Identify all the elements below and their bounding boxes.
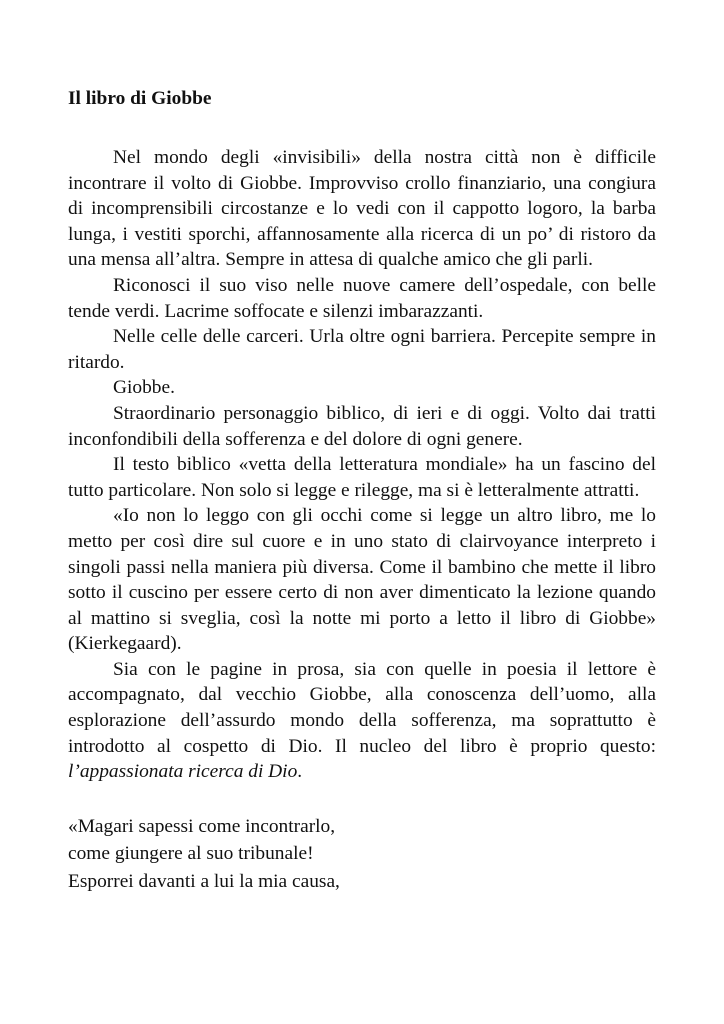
paragraph: Riconosci il suo viso nelle nuove camere dell’ospedale, con belle tende verdi. Lacrime soffocate e silenzi imbarazzanti.: [68, 274, 656, 322]
document-page: [68, 86, 656, 895]
verse-line: come giungere al suo tribunale!: [68, 843, 314, 865]
italic-phrase: l’appassionata ricerca di Dio: [68, 761, 298, 783]
paragraph: Nel mondo degli «invisibili» della nostra città non è difficile incontrare il volto di Giobbe. Improvviso crollo finanziario, una congiura di incomprensibili circostanze e lo vedi con il cappotto logoro, la barba lunga, i vestiti sporchi, affannosamente alla ricerca di un po’ di ristoro da una mensa all’altra. Sempre in attesa di qualche amico che gli parli.: [68, 147, 656, 271]
paragraph-conclusion-text: Sia con le pagine in prosa, sia con quelle in poesia il lettore è accompagnato, dal vecchio Giobbe, alla conoscenza dell’uomo, alla esplorazione dell’assurdo mondo della sofferenza, ma soprattutto è introdotto al cospetto di Dio. Il nucleo del libro è proprio questo:: [68, 658, 656, 757]
verse-line: «Magari sapessi come incontrarlo,: [68, 815, 336, 837]
verse-line: Esporrei davanti a lui la mia causa,: [68, 870, 340, 892]
paragraph-conclusion: [68, 657, 656, 785]
paragraph: Straordinario personaggio biblico, di ieri e di oggi. Volto dai tratti inconfondibili della sofferenza e del dolore di ogni genere.: [68, 402, 656, 450]
paragraph: Il testo biblico «vetta della letteratura mondiale» ha un fascino del tutto particolare. Non solo si legge e rilegge, ma si è letteralmente attratti.: [68, 454, 656, 501]
paragraph: Giobbe.: [113, 377, 175, 399]
italic-phrase-end: .: [297, 761, 303, 783]
paragraph-quote-kierkegaard: «Io non lo leggo con gli occhi come si legge un altro libro, me lo metto per così dire sul cuore e in uno stato di clairvoyance interpreto i singoli passi nella maniera più diversa. Come il bambino che mette il libro sotto il cuscino per essere certo di non aver dimenticato la lezione quando al mattino si sveglia, così la notte mi porto a letto il libro di Giobbe» (Kierkegaard).: [68, 505, 656, 655]
paragraph: Nelle celle delle carceri. Urla oltre ogni barriera. Percepite sempre in ritardo.: [68, 326, 656, 373]
verse-quote: [68, 813, 656, 896]
document-title: Il libro di Giobbe: [68, 88, 212, 109]
